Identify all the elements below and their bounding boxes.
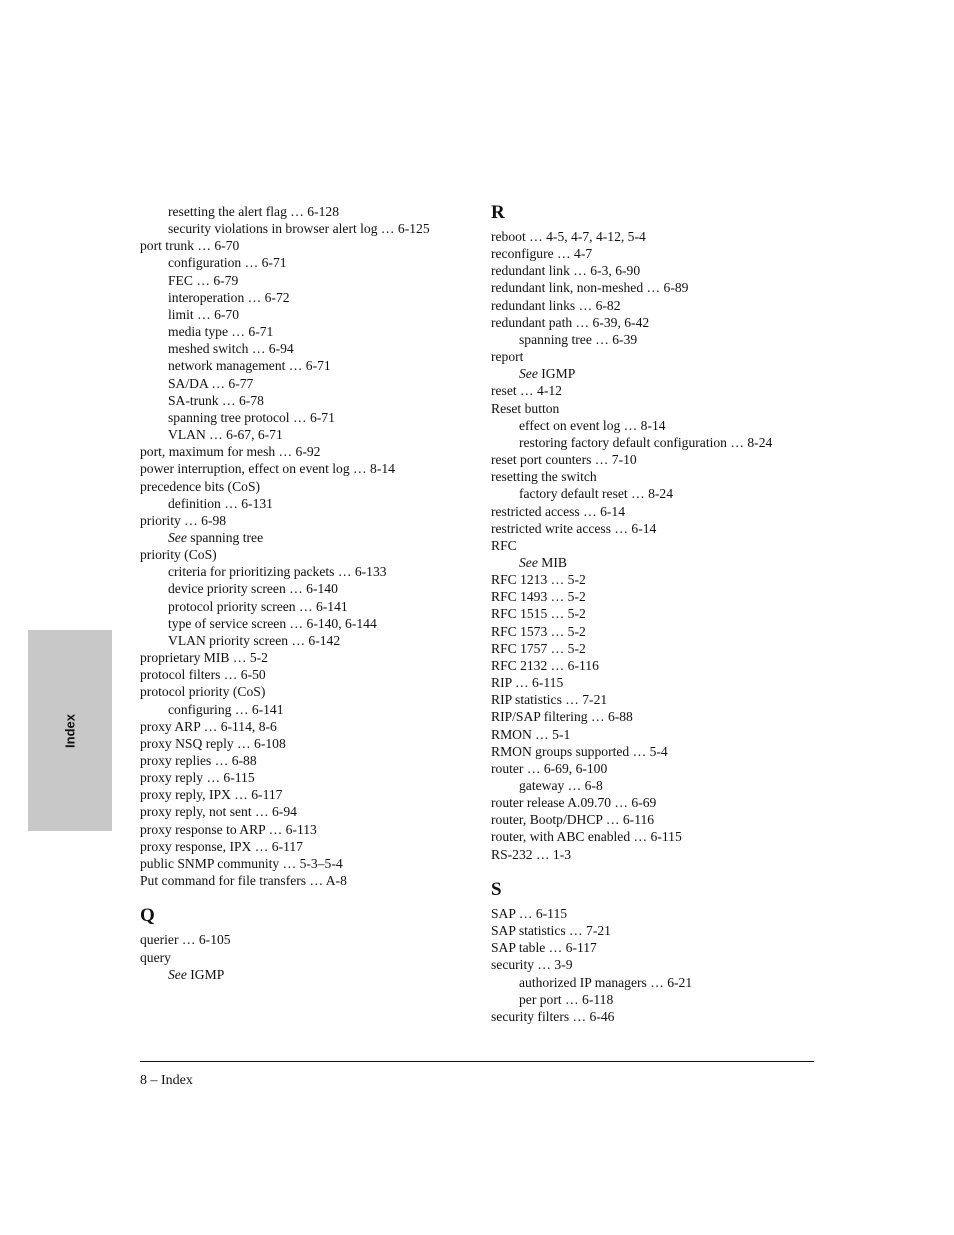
index-entry: redundant link, non-meshed … 6-89 [491, 280, 689, 296]
index-subentry: gateway … 6-8 [519, 778, 603, 793]
index-subentry: device priority screen … 6-140 [168, 581, 338, 597]
index-entry: redundant links … 6-82 [491, 297, 621, 313]
index-subentry: authorized IP managers … 6-21 [519, 974, 693, 990]
index-entry: proprietary MIB … 5-2 [140, 650, 268, 666]
index-entry: protocol filters … 6-50 [140, 667, 266, 683]
index-subentry: type of service screen … 6-140, 6-144 [168, 615, 377, 631]
index-entry: router release A.09.70 … 6-69 [491, 795, 657, 811]
index-entry: port, maximum for mesh … 6-92 [140, 444, 321, 460]
index-entry: RFC 1213 … 5-2 [491, 572, 586, 588]
index-entry: RMON groups supported … 5-4 [491, 743, 668, 759]
index-subentry [491, 554, 821, 571]
index-entry: RS-232 … 1-3 [491, 846, 572, 862]
index-entry: redundant path … 6-39, 6-42 [491, 314, 650, 330]
index-subentry: interoperation … 6-72 [168, 289, 290, 305]
index-entry: proxy reply … 6-115 [140, 770, 255, 786]
index-entry: redundant link … 6-3, 6-90 [491, 263, 641, 279]
index-subentry: SA/DA … 6-77 [168, 375, 254, 391]
index-entry: RIP … 6-115 [491, 675, 564, 691]
index-subentry: resetting the alert flag … 6-128 [168, 204, 339, 219]
see-reference-word: See [168, 966, 187, 982]
index-subentry [140, 966, 480, 983]
index-entry: protocol priority (CoS) [140, 684, 266, 700]
index-subentry [140, 529, 480, 546]
index-entry: RFC [491, 537, 517, 553]
index-subentry: spanning tree … 6-39 [519, 331, 638, 347]
index-entry: RIP/SAP filtering … 6-88 [491, 709, 633, 725]
index-entry: router, with ABC enabled … 6-115 [491, 829, 682, 845]
index-subentry: protocol priority screen … 6-141 [168, 598, 348, 614]
index-subentry: per port … 6-118 [519, 991, 614, 1007]
see-reference-word: See [519, 366, 538, 382]
index-entry: proxy response, IPX … 6-117 [140, 838, 303, 854]
index-subentry: limit … 6-70 [168, 306, 239, 322]
index-entry: proxy response to ARP … 6-113 [140, 821, 317, 837]
index-entry: SAP … 6-115 [491, 905, 568, 921]
index-subentry: media type … 6-71 [168, 324, 274, 340]
index-entry: RFC 1493 … 5-2 [491, 589, 586, 605]
index-entry: RFC 1515 … 5-2 [491, 606, 586, 622]
index-subentry: VLAN priority screen … 6-142 [168, 632, 341, 648]
index-entry: SAP table … 6-117 [491, 940, 597, 956]
index-subentry: network management … 6-71 [168, 358, 331, 374]
index-entry: RFC 1757 … 5-2 [491, 640, 586, 656]
index-subentry: configuring … 6-141 [168, 701, 284, 717]
index-subentry: definition … 6-131 [168, 495, 273, 511]
index-subentry: criteria for prioritizing packets … 6-133 [168, 564, 387, 580]
index-side-tab [28, 630, 112, 831]
index-subentry: configuration … 6-71 [168, 255, 287, 271]
index-entry: Put command for file transfers … A-8 [140, 873, 347, 889]
index-entry: proxy NSQ reply … 6-108 [140, 735, 286, 751]
index-entry: public SNMP community … 5-3–5-4 [140, 855, 343, 871]
index-entry: RFC 2132 … 6-116 [491, 657, 599, 673]
section-letter-heading: R [491, 202, 505, 223]
index-entry: report [491, 349, 524, 365]
index-entry: power interruption, effect on event log … 8-14 [140, 461, 395, 477]
index-entry: security … 3-9 [491, 957, 573, 973]
section-letter-heading: S [491, 878, 502, 900]
index-entry: restricted write access … 6-14 [491, 520, 657, 536]
index-entry: RIP statistics … 7-21 [491, 692, 608, 708]
index-subentry: spanning tree protocol … 6-71 [168, 409, 335, 425]
index-entry: reset port counters … 7-10 [491, 452, 637, 468]
index-entry: router, Bootp/DHCP … 6-116 [491, 812, 655, 828]
index-entry: reconfigure … 4-7 [491, 246, 593, 262]
index-entry: precedence bits (CoS) [140, 478, 261, 494]
index-entry: priority (CoS) [140, 547, 217, 563]
index-entry: restricted access … 6-14 [491, 503, 625, 519]
index-subentry: factory default reset … 8-24 [519, 486, 673, 502]
index-entry: RMON … 5-1 [491, 726, 571, 742]
index-entry: Reset button [491, 400, 560, 416]
see-reference-word: See [168, 529, 187, 545]
see-reference-target: MIB [537, 554, 567, 570]
index-entry: reboot … 4-5, 4-7, 4-12, 5-4 [491, 229, 646, 244]
section-spacer [491, 863, 821, 880]
index-entry: proxy ARP … 6-114, 8-6 [140, 718, 277, 734]
footer-divider [140, 1061, 814, 1062]
index-subentry: effect on event log … 8-14 [519, 417, 666, 433]
index-subentry: meshed switch … 6-94 [168, 341, 294, 357]
index-entry: proxy reply, IPX … 6-117 [140, 787, 283, 803]
see-reference-target: IGMP [537, 366, 576, 382]
see-reference-target: spanning tree [186, 529, 264, 545]
see-reference-word: See [519, 554, 538, 570]
index-entry: priority … 6-98 [140, 512, 227, 528]
index-subentry: security violations in browser alert log … 6-125 [168, 221, 430, 237]
index-entry: security filters … 6-46 [491, 1008, 615, 1024]
index-subentry: restoring factory default configuration … 8-24 [519, 434, 773, 450]
index-subentry: SA-trunk … 6-78 [168, 392, 264, 408]
index-entry: proxy reply, not sent … 6-94 [140, 804, 297, 820]
index-subentry: FEC … 6-79 [168, 272, 239, 288]
index-subentry: VLAN … 6-67, 6-71 [168, 427, 283, 443]
side-tab-label: Index [62, 713, 78, 748]
see-reference-target: IGMP [186, 966, 225, 982]
index-column-right [491, 203, 821, 1025]
section-spacer [140, 889, 480, 906]
index-entry: querier … 6-105 [140, 932, 231, 948]
index-entry: router … 6-69, 6-100 [491, 760, 608, 776]
index-entry: port trunk … 6-70 [140, 238, 240, 254]
index-subentry [491, 365, 821, 382]
section-letter-heading: Q [140, 905, 155, 927]
index-entry: resetting the switch [491, 469, 597, 485]
index-entry: SAP statistics … 7-21 [491, 923, 611, 939]
index-entry: proxy replies … 6-88 [140, 753, 257, 768]
index-column-left [140, 203, 480, 983]
page-footer-label: 8 – Index [140, 1073, 193, 1088]
index-entry: reset … 4-12 [491, 383, 562, 399]
index-entry: RFC 1573 … 5-2 [491, 623, 586, 639]
index-entry: query [140, 949, 171, 965]
